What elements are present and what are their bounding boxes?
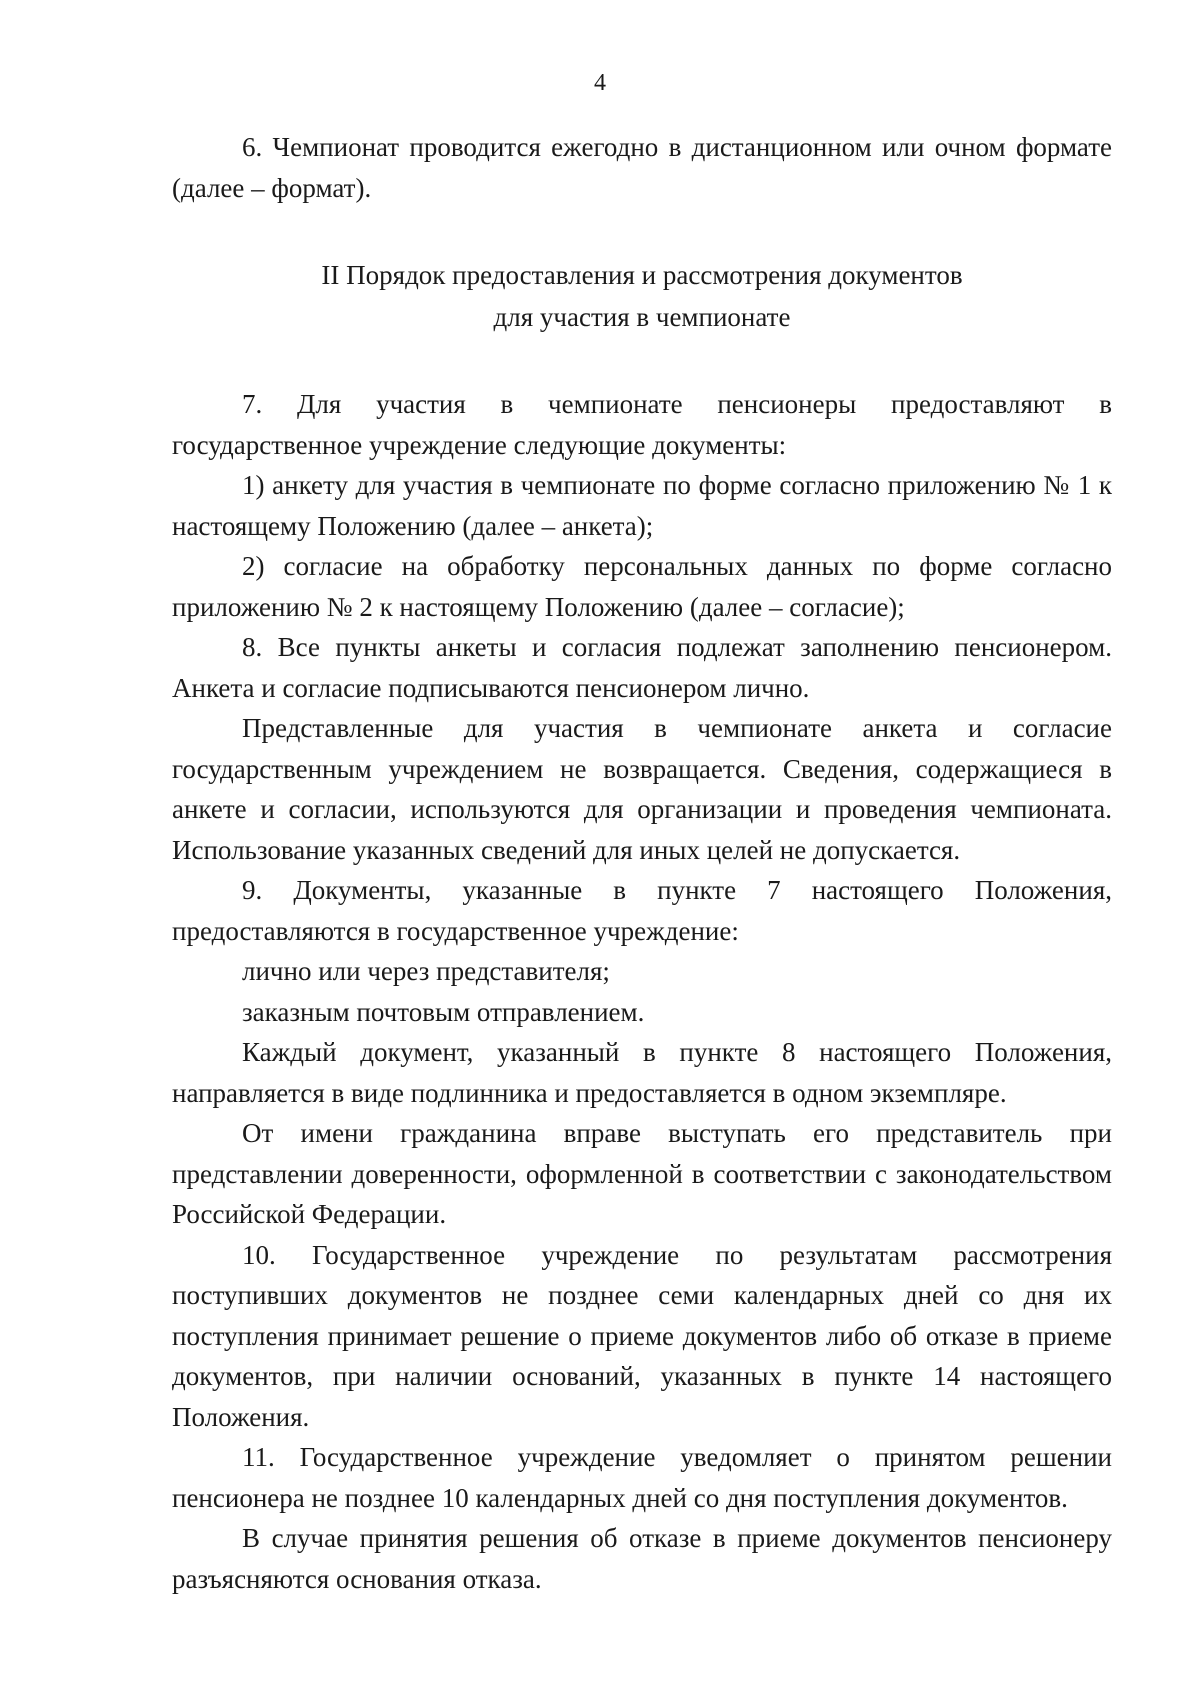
section-title-line-1: II Порядок предоставления и рассмотрения документов: [321, 260, 963, 290]
paragraph-7: 7. Для участия в чемпионате пенсионеры предоставляют в государственное учреждение следующие документы:: [172, 389, 1112, 460]
section-title-line-2: для участия в чемпионате: [493, 302, 791, 332]
paragraph-7-item-1: 1) анкету для участия в чемпионате по форме согласно приложению № 1 к настоящему Положению (далее – анкета);: [172, 470, 1112, 541]
paragraph-9: 9. Документы, указанные в пункте 7 настоящего Положения, предоставляются в государственное учреждение:: [172, 875, 1112, 946]
paragraph-7-item-2: 2) согласие на обработку персональных данных по форме согласно приложению № 2 к настоящему Положению (далее – согласие);: [172, 551, 1112, 622]
paragraph-11: 11. Государственное учреждение уведомляет о принятом решении пенсионера не позднее 10 календарных дней со дня поступления документов.: [172, 1442, 1112, 1513]
section-title: [172, 254, 1112, 338]
document-body: [172, 127, 1112, 1599]
page-number: 4: [594, 70, 606, 96]
paragraph-10: 10. Государственное учреждение по результатам рассмотрения поступивших документов не позднее семи календарных дней со дня их поступления принимает решение о приеме документов либо об отказе в приеме документов, при наличии оснований, указанных в пункте 14 настоящего Положения.: [172, 1239, 1112, 1432]
paragraph-9-item-2: заказным почтовым отправлением.: [242, 996, 645, 1027]
paragraph-8-part-2: Представленные для участия в чемпионате анкета и согласие государственным учреждением не возвращается. Сведения, содержащиеся в анкете и согласии, используются для организации и проведения чемпионата. Использование указанных сведений для иных целей не допускается.: [172, 713, 1112, 865]
paragraph-9-part-4: От имени гражданина вправе выступать его представитель при представлении доверенности, оформленной в соответствии с законодательством Российской Федерации.: [172, 1118, 1112, 1229]
paragraph-8: 8. Все пункты анкеты и согласия подлежат заполнению пенсионером. Анкета и согласие подписываются пенсионером лично.: [172, 632, 1112, 703]
paragraph-11-part-2: В случае принятия решения об отказе в приеме документов пенсионеру разъясняются основания отказа.: [172, 1523, 1112, 1594]
paragraph-9-item-1: лично или через представителя;: [242, 956, 610, 986]
paragraph-9-part-3: Каждый документ, указанный в пункте 8 настоящего Положения, направляется в виде подлинника и предоставляется в одном экземпляре.: [172, 1037, 1112, 1108]
paragraph-6: 6. Чемпионат проводится ежегодно в дистанционном или очном формате (далее – формат).: [172, 132, 1112, 203]
